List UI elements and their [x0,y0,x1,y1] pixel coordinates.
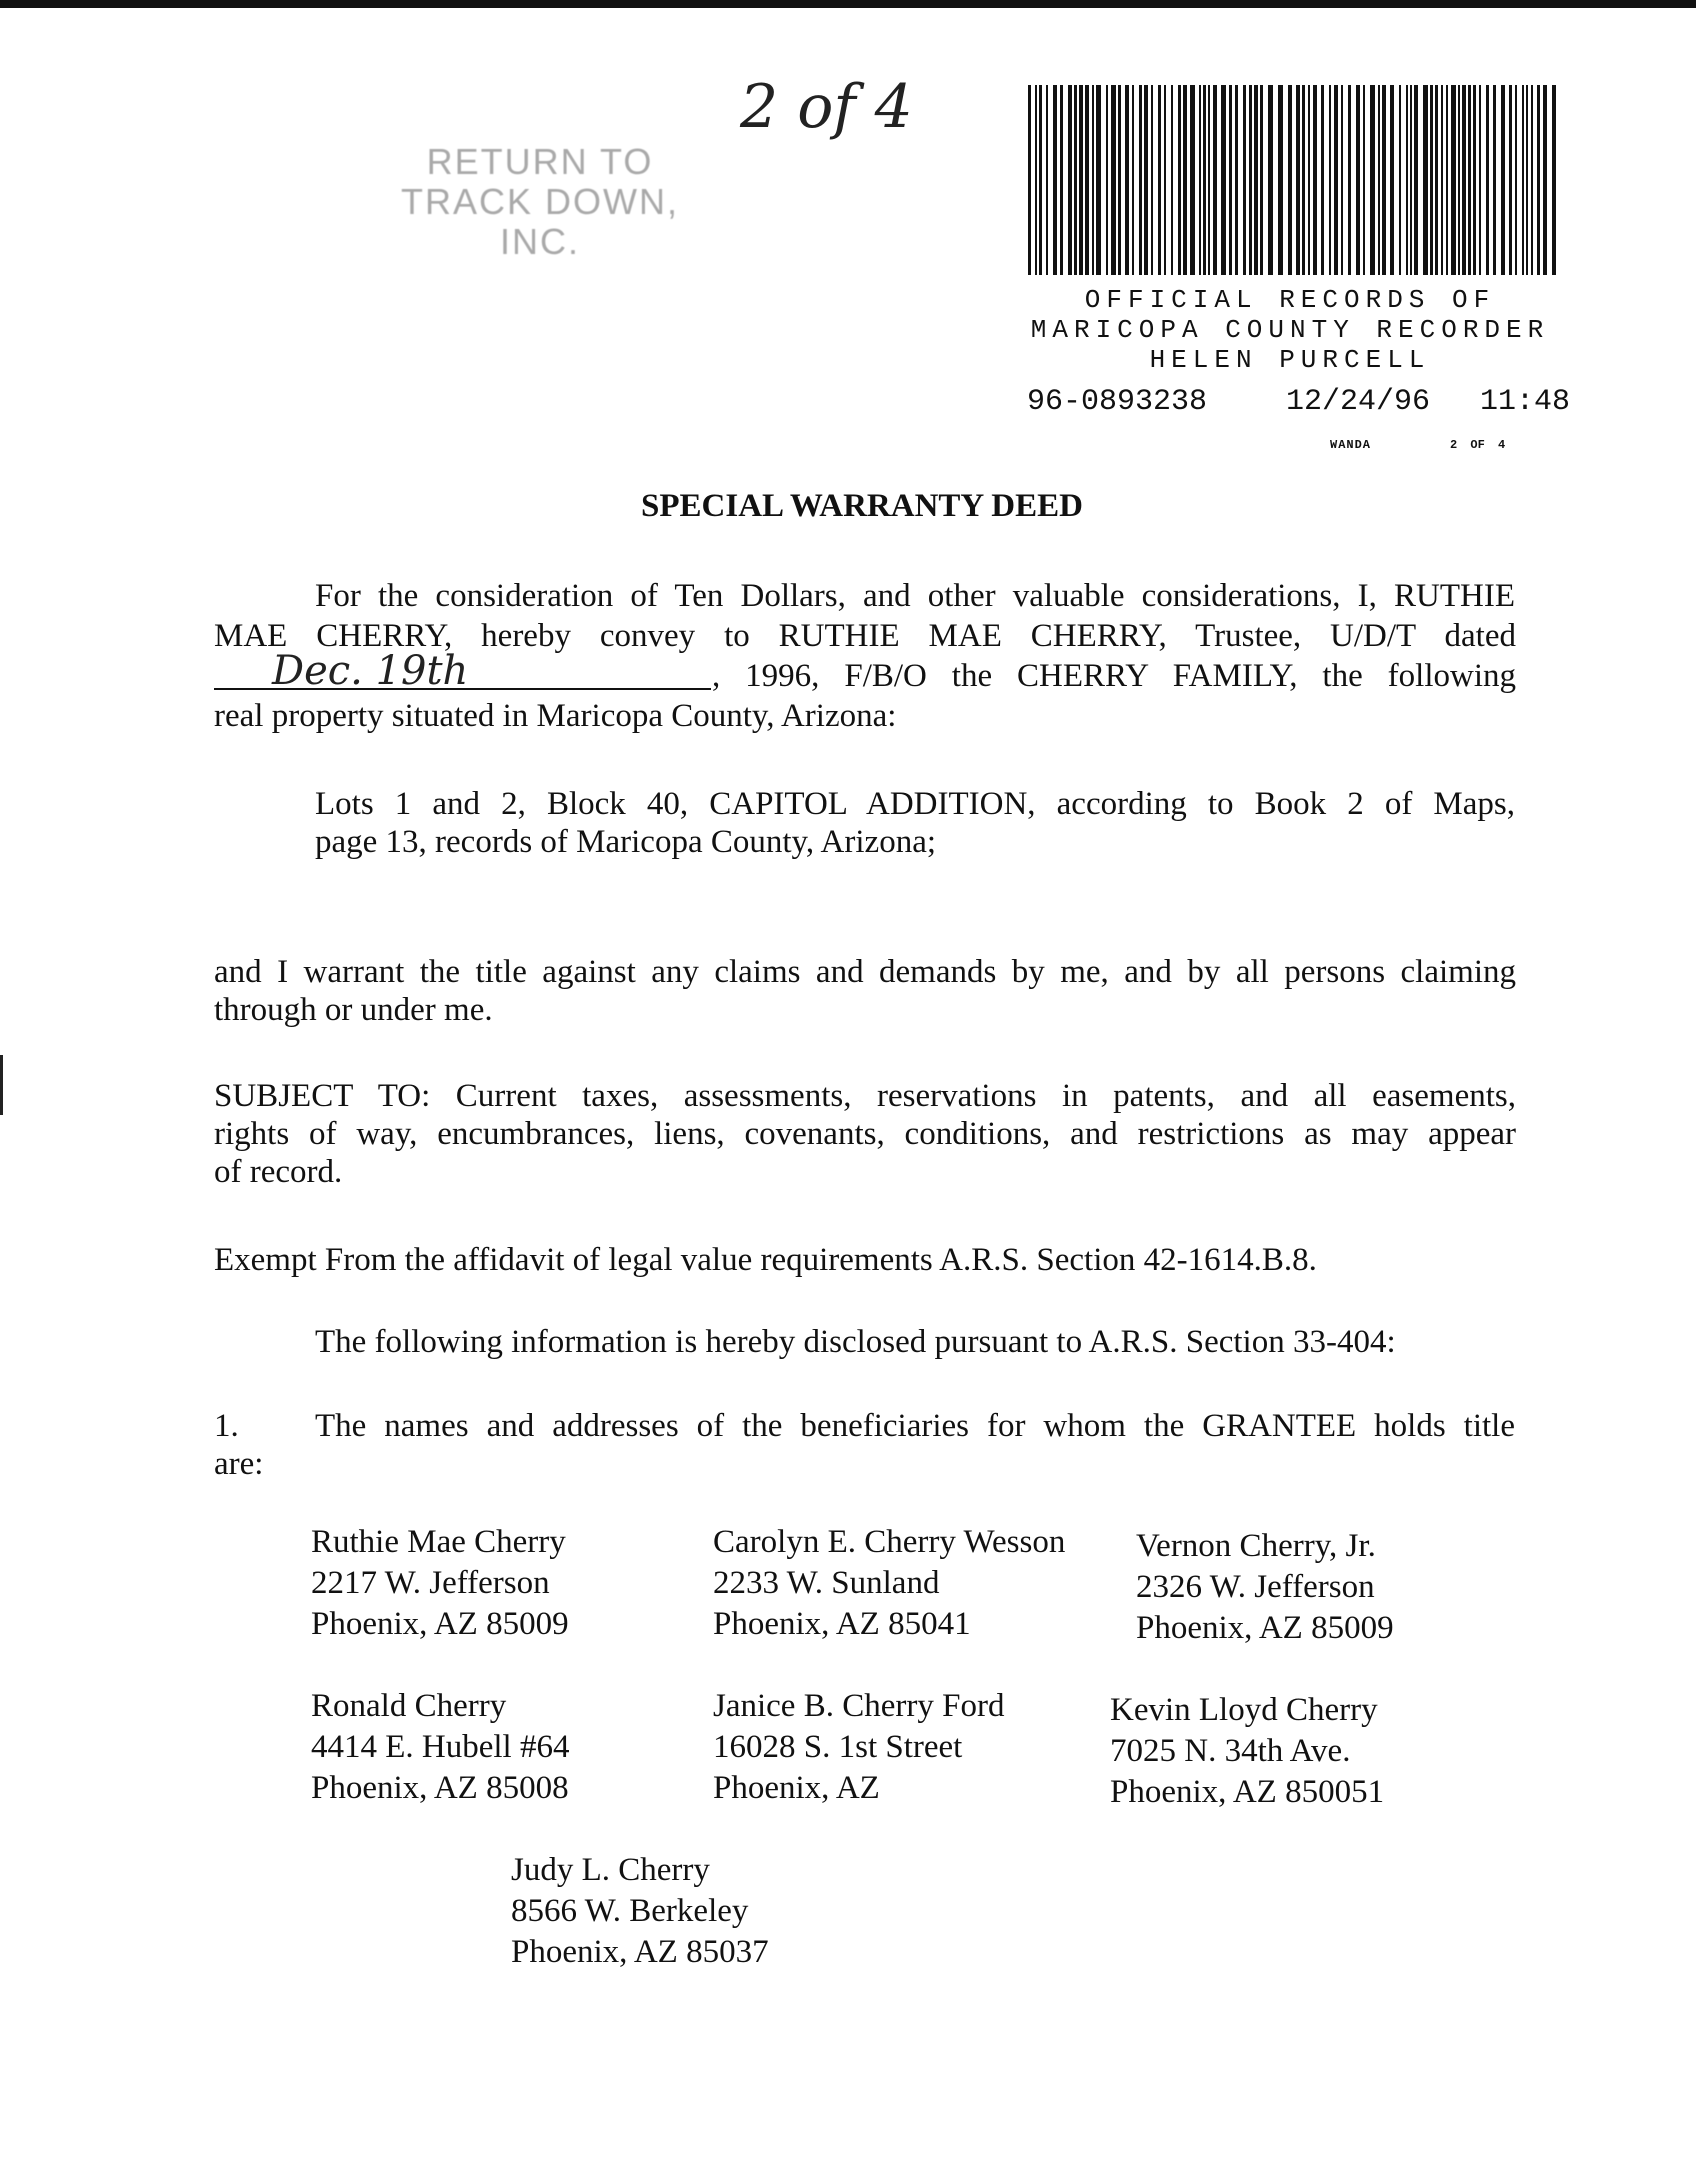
recording-date: 12/24/96 [1286,385,1431,419]
recorder-line1: OFFICIAL RECORDS OF [1084,285,1496,315]
recording-number: 96-0893238 [1027,385,1208,419]
barcode-bar [1296,85,1300,275]
subject-to-line3: of record. [214,1154,343,1190]
barcode-bar [1208,85,1210,275]
consideration-line2: MAE CHERRY, hereby convey to RUTHIE MAE CHERRY, Trustee, U/D/T dated [214,618,1516,654]
barcode-bar [1085,85,1089,275]
beneficiary-name: Kevin Lloyd Cherry [1110,1692,1378,1728]
beneficiary-block [713,1686,1004,1809]
barcode-bar [1302,85,1305,275]
barcode-bar [1221,85,1226,275]
barcode-bar [1125,85,1129,275]
barcode-bar [1313,85,1317,275]
barcode-bar [1552,85,1556,275]
barcode-bar [1249,85,1252,275]
barcode-bar [1537,85,1540,275]
barcode-bar [1423,85,1428,275]
barcode-bar [1341,85,1343,275]
barcode-bar [1446,85,1448,275]
barcode-bar [1451,85,1456,275]
beneficiary-name: Judy L. Cherry [511,1852,710,1888]
beneficiary-city: Phoenix, AZ [713,1770,880,1806]
consideration-line3: , 1996, F/B/O the CHERRY FAMILY, the following [712,658,1516,694]
consideration-line1: For the consideration of Ten Dollars, and other valuable considerations, I, RUTHIE [315,578,1515,614]
beneficiary-street: 2217 W. Jefferson [311,1565,550,1601]
barcode-bar [1531,85,1533,275]
subject-to-line1: SUBJECT TO: Current taxes, assessments, reservations in patents, and all easements, [214,1078,1516,1114]
beneficiary-street: 2326 W. Jefferson [1136,1569,1375,1605]
barcode-bar [1526,85,1528,275]
barcode-bar [1468,85,1471,275]
handwritten-page-count: 2 of 4 [740,72,913,142]
beneficiary-block [311,1686,569,1809]
barcode-bar [1458,85,1460,275]
recording-barcode [1026,85,1558,275]
recording-clerk: WANDA [1330,438,1372,452]
barcode-bar [1414,85,1418,275]
barcode-bar [1039,85,1042,275]
return-stamp-line2: TRACK DOWN, INC. [401,181,679,262]
barcode-bar [1074,85,1077,275]
exemption-statement: Exempt From the affidavit of legal value requirements A.R.S. Section 42-1614.B.8. [214,1242,1317,1278]
barcode-bar [1399,85,1401,275]
barcode-bar [1406,85,1408,275]
beneficiary-name: Janice B. Cherry Ford [713,1688,1005,1724]
beneficiary-name: Carolyn E. Cherry Wesson [713,1524,1066,1560]
recording-page-count: 2 OF 4 [1450,438,1506,452]
barcode-bar [1229,85,1232,275]
beneficiary-block [511,1850,769,1973]
barcode-bar [1288,85,1292,275]
barcode-bar [1106,85,1108,275]
barcode-bar [1060,85,1063,275]
barcode-bar [1190,85,1195,275]
barcode-bar [1243,85,1246,275]
page-top-edge [0,0,1696,8]
barcode-bar [1462,85,1466,275]
barcode-bar [1321,85,1324,275]
warranty-line1: and I warrant the title against any claims and demands by me, and by all persons claiming [214,954,1516,990]
item-number: 1. [214,1408,239,1444]
barcode-bar [1334,85,1338,275]
barcode-bar [1543,85,1547,275]
barcode-bar [1473,85,1476,275]
beneficiary-city: Phoenix, AZ 85037 [511,1934,769,1970]
barcode-bar [1378,85,1380,275]
scan-edge-mark [0,1055,3,1115]
barcode-bar [1410,85,1412,275]
barcode-bar [1435,85,1438,275]
beneficiary-block [1136,1526,1394,1649]
barcode-bar [1486,85,1489,275]
beneficiary-city: Phoenix, AZ 85009 [311,1606,569,1642]
legal-description-line2: page 13, records of Maricopa County, Arizona; [315,824,937,860]
barcode-bar [1158,85,1161,275]
barcode-bar [1363,85,1365,275]
barcode-bar [1132,85,1134,275]
recording-time: 11:48 [1480,385,1571,419]
barcode-bar [1515,85,1517,275]
barcode-bar [1199,85,1201,275]
beneficiary-street: 2233 W. Sunland [713,1565,940,1601]
barcode-bar [1111,85,1116,275]
barcode-bar [1278,85,1283,275]
beneficiary-street: 8566 W. Berkeley [511,1893,749,1929]
barcode-bar [1390,85,1394,275]
barcode-bar [1118,85,1121,275]
beneficiary-city: Phoenix, AZ 85008 [311,1770,569,1806]
barcode-bar [1260,85,1263,275]
barcode-bar [1235,85,1238,275]
beneficiary-street: 16028 S. 1st Street [713,1729,963,1765]
barcode-bar [1213,85,1217,275]
beneficiary-street: 7025 N. 34th Ave. [1110,1733,1351,1769]
barcode-bar [1046,85,1048,275]
beneficiary-block [1110,1690,1384,1813]
barcode-bar [1430,85,1433,275]
barcode-bar [1268,85,1273,275]
barcode-bar [1053,85,1057,275]
barcode-bar [1254,85,1258,275]
barcode-bar [1151,85,1153,275]
barcode-bar [1501,85,1505,275]
disclosure-statement: The following information is hereby disclosed pursuant to A.R.S. Section 33-404: [315,1324,1396,1360]
barcode-bar [1171,85,1173,275]
deed-title: SPECIAL WARRANTY DEED [641,488,1083,524]
barcode-bar [1092,85,1094,275]
barcode-bar [1441,85,1443,275]
subject-to-line2: rights of way, encumbrances, liens, covenants, conditions, and restrictions as may appear [214,1116,1516,1152]
barcode-bar [1178,85,1181,275]
beneficiaries-intro-line2: are: [214,1446,264,1482]
beneficiaries-intro-line1: The names and addresses of the beneficiaries for whom the GRANTEE holds title [315,1408,1515,1444]
barcode-bar [1028,85,1031,275]
warranty-line2: through or under me. [214,992,493,1028]
return-stamp-line1: RETURN TO [426,141,654,182]
legal-description-line1: Lots 1 and 2, Block 40, CAPITOL ADDITION, according to Book 2 of Maps, [315,786,1515,822]
barcode-bar [1509,85,1512,275]
handwritten-date: Dec. 19th [272,648,469,694]
return-stamp [360,142,720,262]
beneficiary-city: Phoenix, AZ 850051 [1110,1774,1385,1810]
beneficiary-city: Phoenix, AZ 85009 [1136,1610,1394,1646]
barcode-bar [1308,85,1310,275]
beneficiary-name: Ronald Cherry [311,1688,507,1724]
barcode-bar [1096,85,1101,275]
barcode-bar [1522,85,1524,275]
barcode-bar [1035,85,1037,275]
beneficiary-street: 4414 E. Hubell #64 [311,1729,570,1765]
barcode-bar [1382,85,1386,275]
barcode-bar [1139,85,1142,275]
recorder-line2: MARICOPA COUNTY RECORDER [1030,315,1550,345]
beneficiary-city: Phoenix, AZ 85041 [713,1606,971,1642]
beneficiary-block [713,1522,1065,1645]
barcode-bar [1079,85,1083,275]
beneficiary-block [311,1522,569,1645]
recorder-line3: HELEN PURCELL [1149,345,1431,375]
barcode-bar [1203,85,1206,275]
beneficiary-name: Vernon Cherry, Jr. [1136,1528,1376,1564]
barcode-bar [1348,85,1351,275]
barcode-bar [1068,85,1072,275]
barcode-bar [1164,85,1166,275]
barcode-bar [1479,85,1481,275]
barcode-bar [1183,85,1187,275]
barcode-bar [1356,85,1360,275]
consideration-line4: real property situated in Maricopa County, Arizona: [214,698,897,734]
barcode-bar [1329,85,1331,275]
beneficiary-name: Ruthie Mae Cherry [311,1524,566,1560]
barcode-bar [1144,85,1148,275]
barcode-bar [1493,85,1496,275]
barcode-bar [1370,85,1375,275]
